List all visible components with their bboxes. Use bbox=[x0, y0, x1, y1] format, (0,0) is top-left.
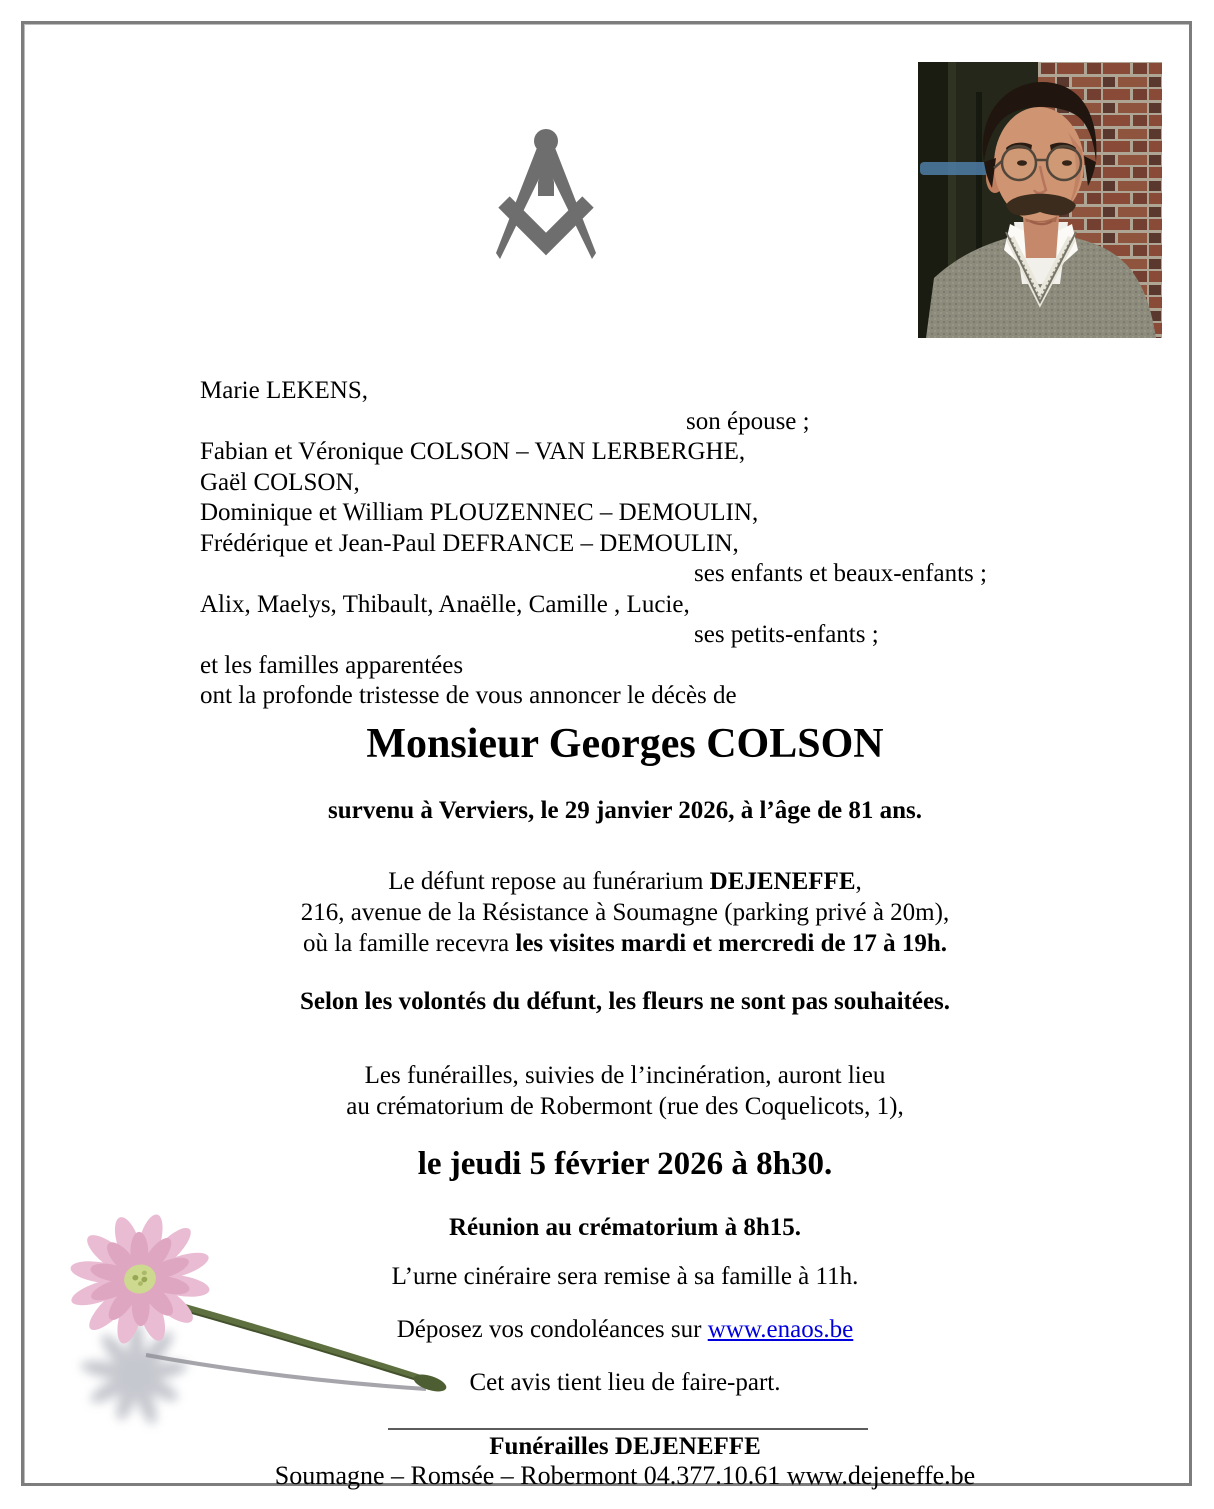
family-line: Frédérique et Jean-Paul DEFRANCE – DEMOULIN, bbox=[200, 529, 739, 557]
masonic-square-and-compasses-icon bbox=[490, 128, 602, 263]
meeting-line: Réunion au crématorium à 8h15. bbox=[448, 1214, 802, 1241]
funeral-home-name: DEJENEFFE bbox=[709, 868, 856, 895]
family-line: Marie LEKENS, bbox=[200, 377, 369, 404]
family-line: et les familles apparentées bbox=[200, 651, 464, 679]
repose-line: Le défunt repose au funérarium DEJENEFFE, bbox=[388, 868, 862, 895]
notice-line: Cet avis tient lieu de faire-part. bbox=[469, 1369, 781, 1396]
enaos-link[interactable]: www.enaos.be bbox=[707, 1316, 854, 1343]
no-flowers-line: Selon les volontés du défunt, les fleurs ne sont pas souhaitées. bbox=[299, 988, 951, 1015]
visits-line: où la famille recevra les visites mardi et mercredi de 17 à 19h. bbox=[302, 930, 948, 957]
footer-funeral-home: Funérailles DEJENEFFE bbox=[489, 1433, 761, 1460]
family-line: ont la profonde tristesse de vous annoncer le décès de bbox=[200, 682, 737, 709]
urn-line: L’urne cinéraire sera remise à sa famille à 11h. bbox=[391, 1263, 859, 1290]
family-relation-line: ses enfants et beaux-enfants ; bbox=[694, 560, 987, 587]
flower-photo bbox=[28, 1183, 448, 1449]
footer-locations-line: Soumagne – Romsée – Robermont 04.377.10.61 www.dejeneffe.be bbox=[274, 1461, 976, 1490]
repose-block bbox=[40, 866, 1210, 959]
family-relation-line: son épouse ; bbox=[686, 407, 810, 435]
footer-divider bbox=[388, 1428, 868, 1430]
family-line: Fabian et Véronique COLSON – VAN LERBERGHE, bbox=[200, 438, 746, 465]
family-line: Gaël COLSON, bbox=[200, 468, 360, 496]
ceremony-block bbox=[40, 1060, 1210, 1122]
ceremony-date-line: le jeudi 5 février 2026 à 8h30. bbox=[417, 1146, 833, 1182]
condolences-line: Déposez vos condoléances sur www.enaos.be bbox=[396, 1316, 854, 1343]
family-announcement-block bbox=[200, 376, 1060, 712]
repose-address-line: 216, avenue de la Résistance à Soumagne (parking privé à 20m), bbox=[300, 899, 950, 926]
ceremony-line: Les funérailles, suivies de l’incinération, auront lieu bbox=[364, 1062, 886, 1089]
ceremony-location-line: au crématorium de Robermont (rue des Coquelicots, 1), bbox=[346, 1093, 904, 1120]
family-line: Alix, Maelys, Thibault, Anaëlle, Camille , Lucie, bbox=[200, 590, 690, 618]
page-title: Monsieur Georges COLSON bbox=[366, 721, 884, 767]
family-line: Dominique et William PLOUZENNEC – DEMOULIN, bbox=[200, 499, 759, 526]
portrait-photo bbox=[918, 62, 1162, 338]
death-date-line: survenu à Verviers, le 29 janvier 2026, à l’âge de 81 ans. bbox=[328, 797, 922, 824]
family-relation-line: ses petits-enfants ; bbox=[694, 621, 879, 648]
